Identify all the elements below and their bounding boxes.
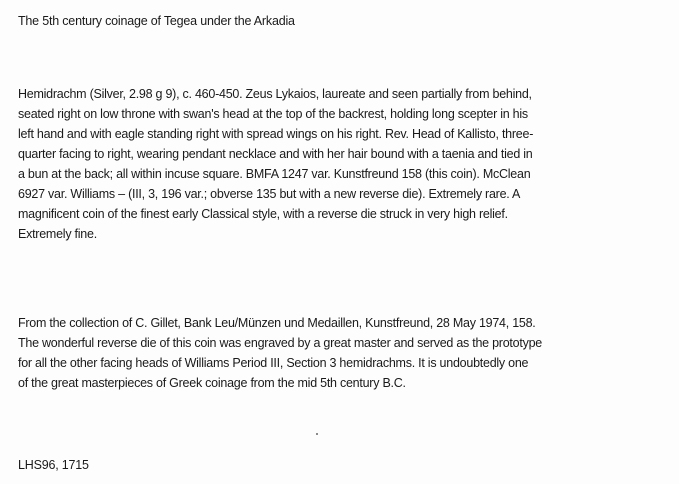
provenance-line: The wonderful reverse die of this coin was engraved by a great master and served as the prototype (18, 336, 542, 350)
provenance-line: From the collection of C. Gillet, Bank Leu/Münzen und Medaillen, Kunstfreund, 28 May 1974, 158. (18, 316, 536, 330)
description-line: a bun at the back; all within incuse square. BMFA 1247 var. Kunstfreund 158 (this coin). McClean (18, 167, 531, 181)
description-line: quarter facing to right, wearing pendant necklace and with her hair bound with a taenia and tied in (18, 147, 533, 161)
provenance-paragraph (18, 313, 542, 393)
description-line: Hemidrachm (Silver, 2.98 g 9), c. 460-450. Zeus Lykaios, laureate and seen partially from behind, (18, 87, 532, 101)
scan-speck (316, 433, 318, 435)
description-line: Extremely fine. (18, 227, 97, 241)
provenance-line: of the great masterpieces of Greek coinage from the mid 5th century B.C. (18, 376, 406, 390)
provenance-line: for all the other facing heads of Williams Period III, Section 3 hemidrachms. It is undoubtedly one (18, 356, 529, 370)
description-line: magnificent coin of the finest early Classical style, with a reverse die struck in very high relief. (18, 207, 508, 221)
catalog-reference: LHS96, 1715 (18, 458, 89, 472)
coin-description (18, 84, 533, 244)
description-line: seated right on low throne with swan's head at the top of the backrest, holding long scepter in his (18, 107, 528, 121)
description-line: 6927 var. Williams – (III, 3, 196 var.; obverse 135 but with a new reverse die). Extremely rare. A (18, 187, 521, 201)
description-line: left hand and with eagle standing right with spread wings on his right. Rev. Head of Kallisto, three- (18, 127, 534, 141)
document-title: The 5th century coinage of Tegea under the Arkadia (18, 14, 295, 28)
